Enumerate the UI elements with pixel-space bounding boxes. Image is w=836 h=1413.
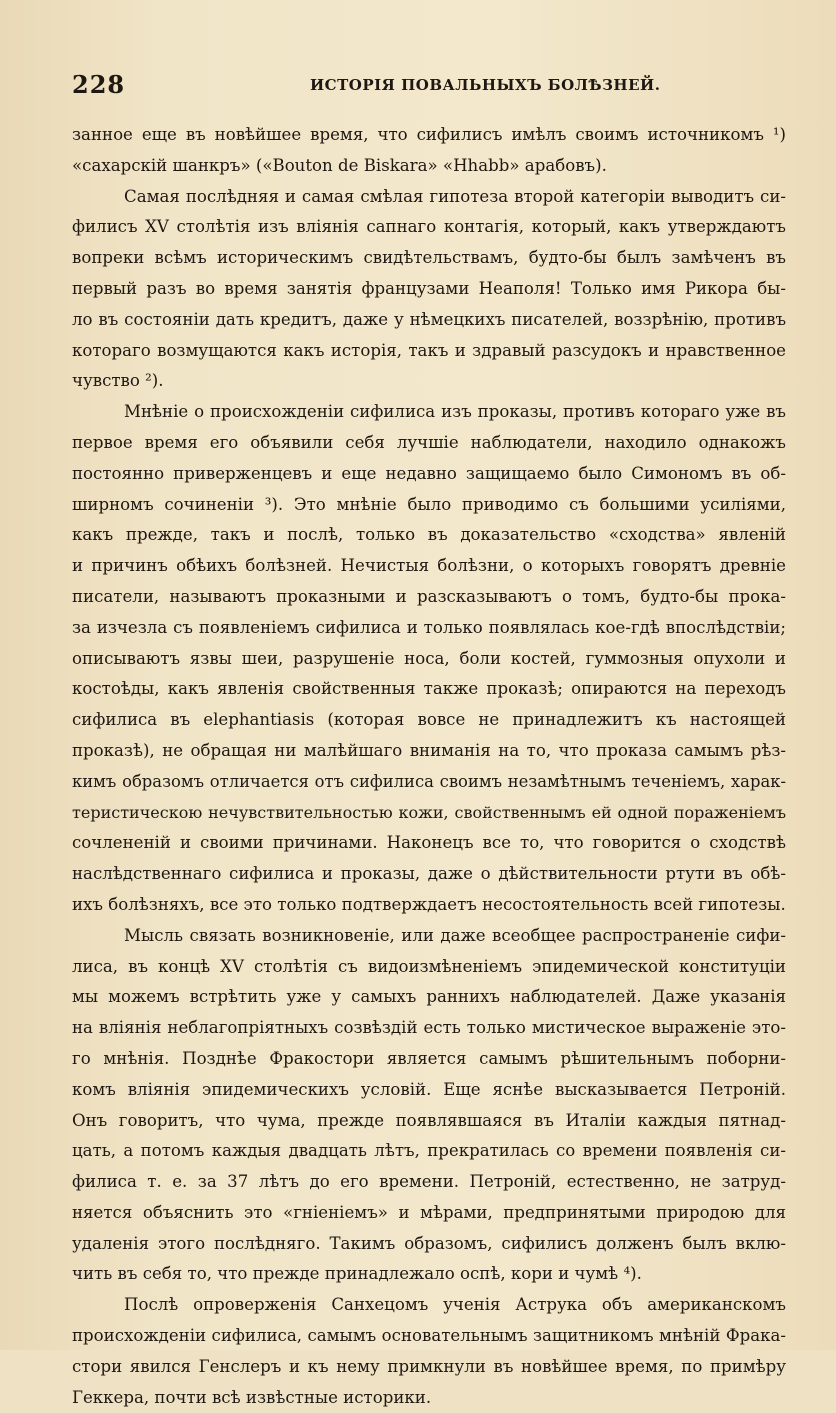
text-line: удаленія этого послѣдняго. Такимъ образомъ, сифилисъ долженъ былъ вклю- [72, 1233, 786, 1253]
text-line: Мнѣніе о происхожденіи сифилиса изъ проказы, противъ котораго уже въ [124, 402, 786, 422]
text-line: вопреки всѣмъ историческимъ свидѣтельствамъ, будто-бы былъ замѣченъ въ [72, 248, 786, 268]
text-line: филисъ XV столѣтія изъ вліянія сапнаго контагія, который, какъ утверждаютъ [72, 217, 786, 237]
text-line: котораго возмущаются какъ исторія, такъ и здравый разсудокъ и нравственное [72, 340, 786, 360]
page-number: 228 [72, 70, 126, 99]
text-line: ихъ болѣзняхъ, все это только подтверждаетъ несостоятельность всей гипотезы. [72, 894, 786, 914]
text-line: на вліянія неблагопріятныхъ созвѣздій есть только мистическое выраженіе это- [72, 1018, 786, 1038]
text-line: описываютъ язвы шеи, разрушеніе носа, боли костей, гуммозныя опухоли и [72, 648, 786, 668]
page-header [72, 70, 772, 104]
text-line: «сахарскій шанкръ» («Bouton de Biskara» «Hhabb» арабовъ). [72, 155, 607, 175]
text-line: занное еще въ новѣйшее время, что сифилисъ имѣлъ своимъ источникомъ ¹) [72, 125, 786, 144]
text-line: сочлененій и своими причинами. Наконецъ все то, что говорится о сходствѣ [72, 833, 786, 853]
paragraph-1-continuation [72, 120, 786, 182]
text-line: Самая послѣдняя и самая смѣлая гипотеза второй категоріи выводитъ си- [124, 186, 786, 206]
text-line: наслѣдственнаго сифилиса и проказы, даже о дѣйствительности ртути въ обѣ- [72, 864, 786, 884]
text-line: ширномъ сочиненіи ³). Это мнѣніе было приводимо съ большими усиліями, [72, 494, 786, 514]
running-title: ИСТОРІЯ ПОВАЛЬНЫХЪ БОЛѢЗНЕЙ. [310, 76, 661, 94]
text-line: какъ прежде, такъ и послѣ, только въ доказательство «сходства» явленій [72, 525, 786, 545]
text-line: чувство ²). [72, 371, 164, 391]
text-line: и причинъ обѣихъ болѣзней. Нечистыя болѣзни, о которыхъ говорятъ древніе [72, 556, 786, 576]
text-line: первый разъ во время занятія французами Неаполя! Только имя Рикора бы- [72, 278, 786, 298]
text-line: сифилиса въ elephantiasis (которая вовсе не принадлежитъ къ настоящей [72, 710, 786, 730]
text-line: костоѣды, какъ явленія свойственныя также проказѣ; опираются на переходъ [72, 679, 786, 699]
text-line: Геккера, почти всѣ извѣстные историки. [72, 1387, 432, 1407]
text-line: лиса, въ концѣ XV столѣтія съ видоизмѣненіемъ эпидемической конституціи [72, 956, 786, 976]
text-line: комъ вліянія эпидемическихъ условій. Еще яснѣе высказывается Петроній. [72, 1079, 786, 1099]
text-line: чить въ себя то, что прежде принадлежало оспѣ, кори и чумѣ ⁴). [72, 1264, 642, 1284]
text-line: происхожденіи сифилиса, самымъ основательнымъ защитникомъ мнѣній Фрака- [72, 1326, 786, 1346]
text-line: няется объяснить это «гніеніемъ» и мѣрами, предпринятыми природою для [72, 1202, 786, 1222]
text-line: первое время его объявили себя лучшіе наблюдатели, находило однакожъ [72, 432, 786, 452]
text-line: Послѣ опроверженія Санхецомъ ученія Аструка объ американскомъ [124, 1295, 786, 1315]
text-line: Мысль связать возникновеніе, или даже всеобщее распространеніе сифи- [124, 925, 786, 945]
text-line: теристическою нечувствительностью кожи, свойственнымъ ей одной пораженіемъ [72, 802, 786, 822]
text-line: стори явился Генслеръ и къ нему примкнули въ новѣйшее время, по примѣру [72, 1356, 786, 1376]
paragraph-3 [72, 397, 786, 921]
paragraph-2 [72, 182, 786, 398]
text-line: ло въ состояніи дать кредитъ, даже у нѣмецкихъ писателей, воззрѣнію, противъ [72, 309, 786, 329]
body-text [72, 120, 786, 1413]
text-line: проказѣ), не обращая ни малѣйшаго вниманія на то, что проказа самымъ рѣз- [72, 740, 786, 760]
text-line: мы можемъ встрѣтить уже у самыхъ раннихъ наблюдателей. Даже указанія [72, 987, 786, 1007]
text-line: цать, а потомъ каждыя двадцать лѣтъ, прекратилась со времени появленія си- [72, 1141, 786, 1161]
text-line: Онъ говоритъ, что чума, прежде появлявшаяся въ Италіи каждыя пятнад- [72, 1110, 786, 1130]
text-line: филиса т. е. за 37 лѣтъ до его времени. Петроній, естественно, не затруд- [72, 1172, 786, 1192]
text-line: за изчезла съ появленіемъ сифилиса и только появлялась кое-гдѣ впослѣдствіи; [72, 617, 786, 637]
paragraph-5 [72, 1290, 786, 1413]
text-line: кимъ образомъ отличается отъ сифилиса своимъ незамѣтнымъ теченіемъ, харак- [72, 771, 786, 791]
text-line: го мнѣнія. Позднѣе Фракостори является самымъ рѣшительнымъ поборни- [72, 1048, 786, 1068]
paragraph-4 [72, 921, 786, 1291]
text-line: постоянно приверженцевъ и еще недавно защищаемо было Симономъ въ об- [72, 463, 786, 483]
text-line: писатели, называютъ проказными и разсказываютъ о томъ, будто-бы прока- [72, 586, 786, 606]
